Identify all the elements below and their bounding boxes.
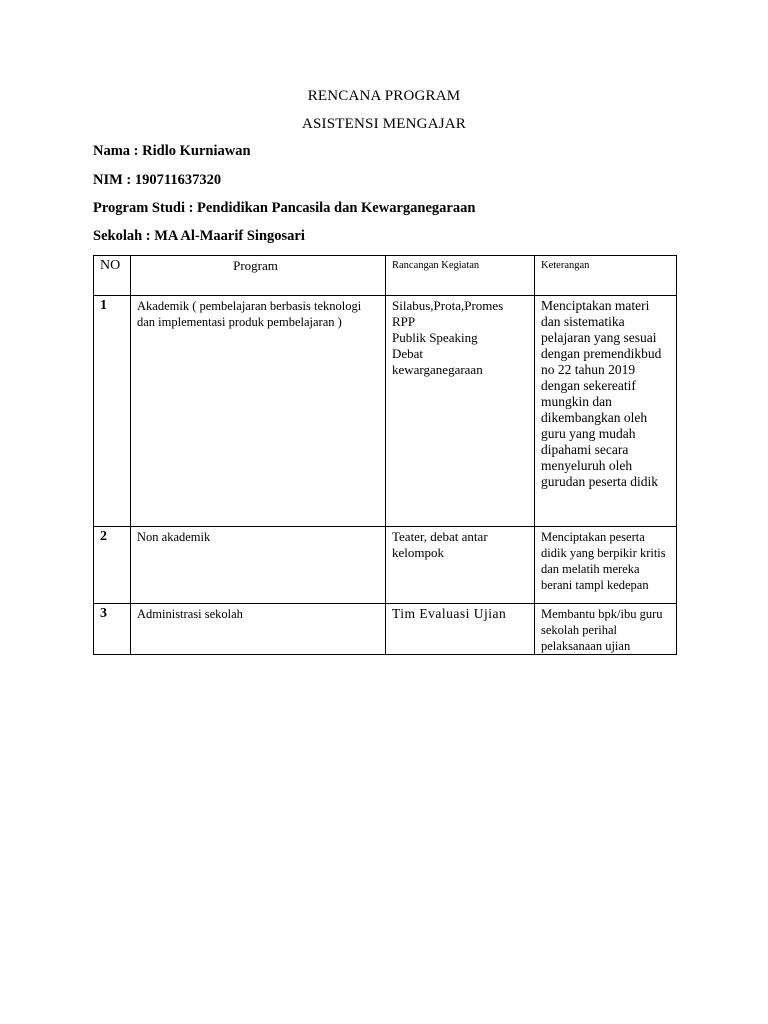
row-rancangan [386, 296, 535, 527]
row-keterangan: Membantu bpk/ibu guru sekolah perihal pelaksanaan ujian [535, 604, 677, 655]
rancangan-item: kewarganegaraan [392, 362, 483, 377]
info-sekolah: Sekolah : MA Al-Maarif Singosari [93, 228, 305, 244]
rancangan-item: kelompok [392, 545, 444, 560]
row-program: Administrasi sekolah [131, 604, 386, 655]
row-program: Non akademik [131, 527, 386, 604]
row-rancangan [386, 527, 535, 604]
row-number: 3 [94, 604, 131, 655]
row-number: 1 [94, 296, 131, 527]
rancangan-item: Publik Speaking [392, 330, 478, 345]
document-subtitle: ASISTENSI MENGAJAR [301, 116, 467, 132]
info-program-studi: Program Studi : Pendidikan Pancasila dan Kewarganegaraan [93, 200, 476, 216]
row-rancangan [386, 604, 535, 655]
rancangan-item: RPP [392, 314, 416, 329]
document-title: RENCANA PROGRAM [307, 88, 461, 104]
rancangan-item: Teater, debat antar [392, 529, 488, 544]
header-rancangan-kegiatan: Rancangan Kegiatan [386, 256, 535, 296]
row-program: Akademik ( pembelajaran berbasis teknologi dan implementasi produk pembelajaran ) [131, 296, 386, 527]
info-nama: Nama : Ridlo Kurniawan [93, 143, 251, 159]
row-number: 2 [94, 527, 131, 604]
rancangan-item: Debat [392, 346, 424, 361]
header-keterangan: Keterangan [535, 256, 677, 296]
table-header-row [94, 256, 677, 296]
row-keterangan: Menciptakan materi dan sistematika pelajaran yang sesuai dengan premendikbud no 22 tahun 2019 dengan sekereatif mungkin dan dikembangkan oleh guru yang mudah dipahami secara menyeluruh oleh gurudan peserta didik [535, 296, 677, 527]
table-row [94, 296, 677, 527]
rancangan-item: Silabus,Prota,Promes [392, 298, 504, 313]
table-row [94, 527, 677, 604]
header-program: Program [131, 256, 386, 296]
program-table [93, 255, 677, 655]
rancangan-item: Tim Evaluasi Ujian [392, 606, 507, 621]
row-keterangan: Menciptakan peserta didik yang berpikir kritis dan melatih mereka berani tampl kedepan [535, 527, 677, 604]
info-nim: NIM : 190711637320 [93, 172, 222, 188]
header-no: NO [94, 256, 131, 296]
table-row [94, 604, 677, 655]
